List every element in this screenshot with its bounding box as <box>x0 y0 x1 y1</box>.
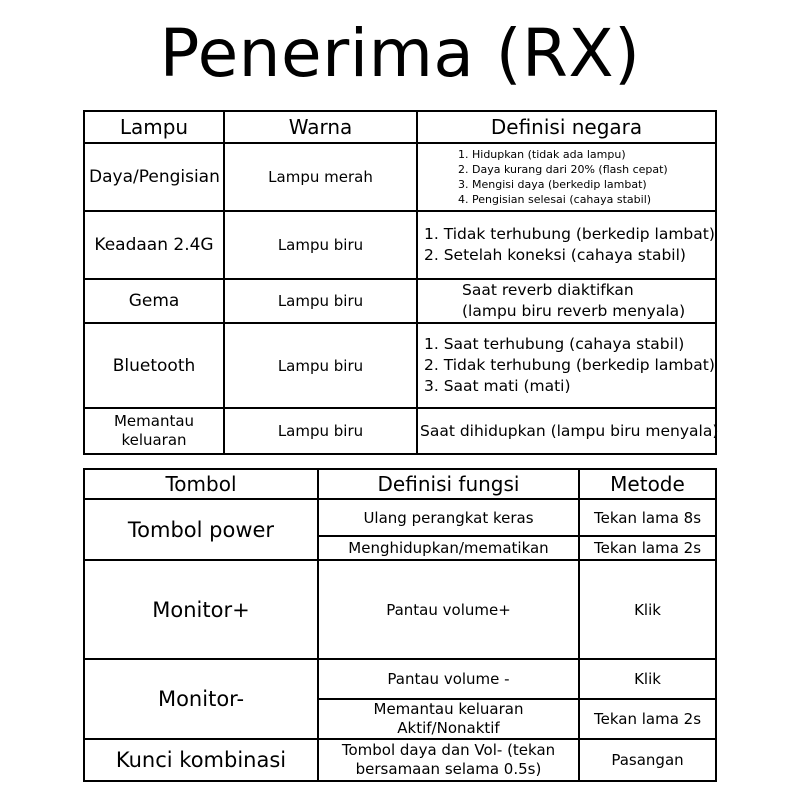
lamp-color: Lampu biru <box>224 323 417 408</box>
table-row <box>84 143 716 211</box>
header-function: Definisi fungsi <box>318 469 579 499</box>
button-name: Monitor- <box>84 659 318 739</box>
table-row <box>84 279 716 323</box>
button-name: Tombol power <box>84 499 318 560</box>
lamp-color: Lampu biru <box>224 408 417 454</box>
definition-line: Saat dihidupkan (lampu biru menyala) <box>420 421 719 440</box>
lamp-color: Lampu merah <box>224 143 417 211</box>
button-method: Klik <box>579 659 716 699</box>
lamp-status-table <box>83 110 717 455</box>
definition-line: 4. Pengisian selesai (cahaya stabil) <box>458 193 652 206</box>
lamp-color: Lampu biru <box>224 211 417 279</box>
button-method: Tekan lama 2s <box>579 699 716 739</box>
header-definition: Definisi negara <box>417 111 716 143</box>
definition-line: 3. Saat mati (mati) <box>424 377 571 395</box>
table-row <box>84 739 716 781</box>
button-function: Pantau volume - <box>318 659 579 699</box>
function-line: Aktif/Nonaktif <box>397 719 500 737</box>
lamp-color: Lampu biru <box>224 279 417 323</box>
lamp-definition <box>417 211 716 279</box>
definition-line: 1. Tidak terhubung (berkedip lambat) <box>424 225 715 243</box>
function-line: (tekan bersamaan selama 0.5s) <box>355 741 556 778</box>
function-line: Memantau keluaran <box>373 700 524 718</box>
definition-line: Saat reverb diaktifkan <box>462 281 634 299</box>
table-header-row <box>84 111 716 143</box>
lamp-name-line: keluaran <box>121 431 187 449</box>
definition-line: (lampu biru reverb menyala) <box>462 302 686 320</box>
button-method: Pasangan <box>579 739 716 781</box>
button-function: Menghidupkan/mematikan <box>318 536 579 560</box>
button-function <box>318 739 579 781</box>
lamp-name: Gema <box>84 279 224 323</box>
lamp-name: Daya/Pengisian <box>84 143 224 211</box>
definition-line: 1. Hidupkan (tidak ada lampu) <box>458 148 626 161</box>
button-name: Kunci kombinasi <box>84 739 318 781</box>
definition-line: 3. Mengisi daya (berkedip lambat) <box>458 178 647 191</box>
button-function-table <box>83 468 717 782</box>
lamp-name-line: Memantau <box>113 412 195 430</box>
page-title: Penerima (RX) <box>159 15 641 92</box>
lamp-name: Keadaan 2.4G <box>84 211 224 279</box>
table-row <box>84 323 716 408</box>
button-name: Monitor+ <box>84 560 318 659</box>
table-row <box>84 408 716 454</box>
table-header-row <box>84 469 716 499</box>
definition-line: 2. Setelah koneksi (cahaya stabil) <box>424 246 686 264</box>
header-button: Tombol <box>84 469 318 499</box>
button-method: Klik <box>579 560 716 659</box>
button-function: Ulang perangkat keras <box>318 499 579 536</box>
header-lamp: Lampu <box>84 111 224 143</box>
table-row <box>84 659 716 699</box>
table-row <box>84 211 716 279</box>
definition-line: 2. Tidak terhubung (berkedip lambat) <box>424 356 715 374</box>
lamp-name: Bluetooth <box>84 323 224 408</box>
button-function: Pantau volume+ <box>318 560 579 659</box>
header-color: Warna <box>224 111 417 143</box>
lamp-definition <box>417 323 716 408</box>
function-line: Tombol daya dan Vol- <box>341 741 503 759</box>
lamp-definition <box>417 408 719 454</box>
button-method: Tekan lama 2s <box>579 536 716 560</box>
lamp-name <box>84 408 224 454</box>
lamp-definition <box>417 279 716 323</box>
button-method: Tekan lama 8s <box>579 499 716 536</box>
header-method: Metode <box>579 469 716 499</box>
definition-line: 1. Saat terhubung (cahaya stabil) <box>424 335 685 353</box>
lamp-definition <box>417 143 716 211</box>
table-row <box>84 560 716 659</box>
definition-line: 2. Daya kurang dari 20% (flash cepat) <box>458 163 668 176</box>
table-row <box>84 499 716 536</box>
button-function <box>318 699 579 739</box>
